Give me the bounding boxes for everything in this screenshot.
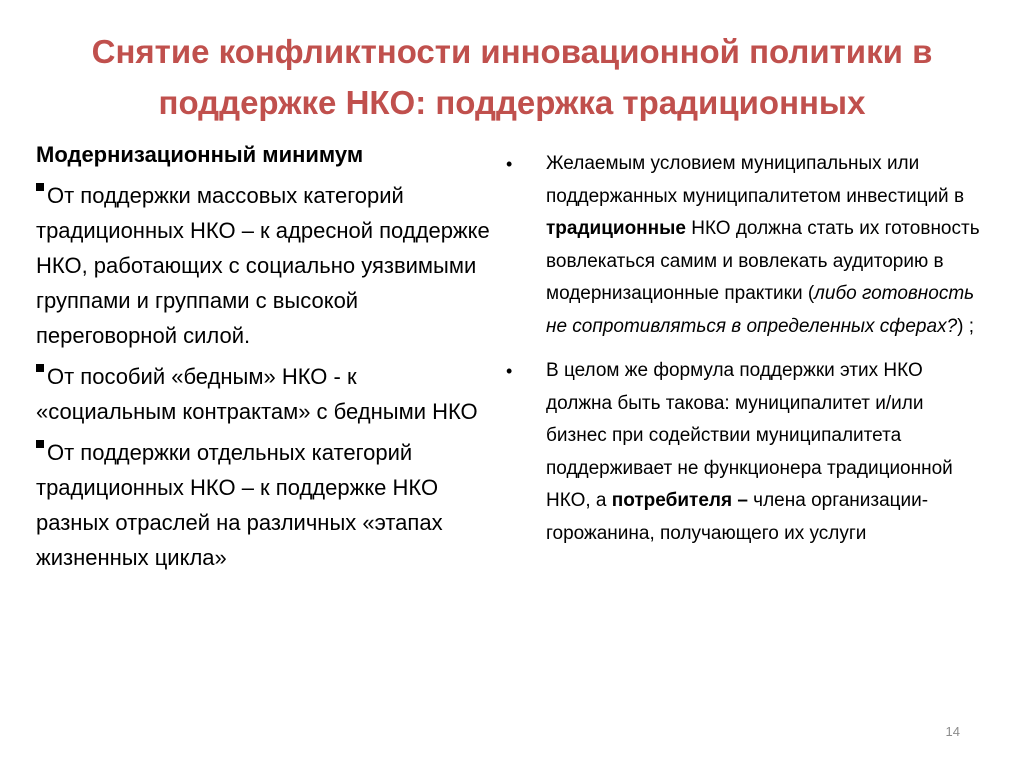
right-item-text: НКО должна стать их готовность вовлекаться самим и вовлекать аудиторию в модернизационные практики ( <box>546 218 980 304</box>
left-column <box>36 132 498 581</box>
bullet-dot-icon: • <box>506 361 513 381</box>
right-list-item <box>504 355 988 550</box>
right-item-text: В целом же формула поддержки этих НКО должна быть такова: муниципалитет и/или бизнес при содействии муниципалитета поддерживает не функционера традиционной НКО, а <box>546 360 953 511</box>
right-item-bold-text: традиционные <box>546 218 686 239</box>
page-number: 14 <box>945 724 960 739</box>
slide-title-line-1: Снятие конфликтности инновационной политики в <box>91 33 933 70</box>
left-list-item <box>36 359 498 429</box>
right-item-text: Желаемым условием муниципальных или поддержанных муниципалитетом инвестиций в <box>546 153 965 207</box>
left-list-item-text: От пособий «бедным» НКО - к «социальным контрактам» с бедными НКО <box>36 364 478 424</box>
right-column <box>504 148 988 562</box>
left-list-item-text: От поддержки массовых категорий традиционных НКО – к адресной поддержке НКО, работающих с социально уязвимыми группами и группами с высокой переговорной силой. <box>36 183 490 348</box>
right-item-italic-text: либо готовность не сопротивляться в определенных сферах? <box>546 283 975 337</box>
square-bullet-icon <box>36 364 44 372</box>
square-bullet-icon <box>36 440 44 448</box>
left-heading: Модернизационный минимум <box>36 142 364 167</box>
right-item-bold-text: потребителя – <box>611 490 748 511</box>
slide-title-line-2: поддержке НКО: поддержка традиционных <box>158 84 866 121</box>
right-list-item <box>504 148 988 343</box>
right-item-text: ) ; <box>957 315 975 337</box>
left-list-item-text: От поддержки отдельных категорий традиционных НКО – к поддержке НКО разных отраслей на различных «этапах жизненных цикла» <box>36 440 443 570</box>
right-item-text: члена организации- горожанина, получающего их услуги <box>546 490 929 544</box>
left-list-item <box>36 435 498 575</box>
left-list-item <box>36 178 498 353</box>
square-bullet-icon <box>36 183 44 191</box>
slide-title <box>40 26 984 128</box>
bullet-dot-icon: • <box>506 154 513 174</box>
